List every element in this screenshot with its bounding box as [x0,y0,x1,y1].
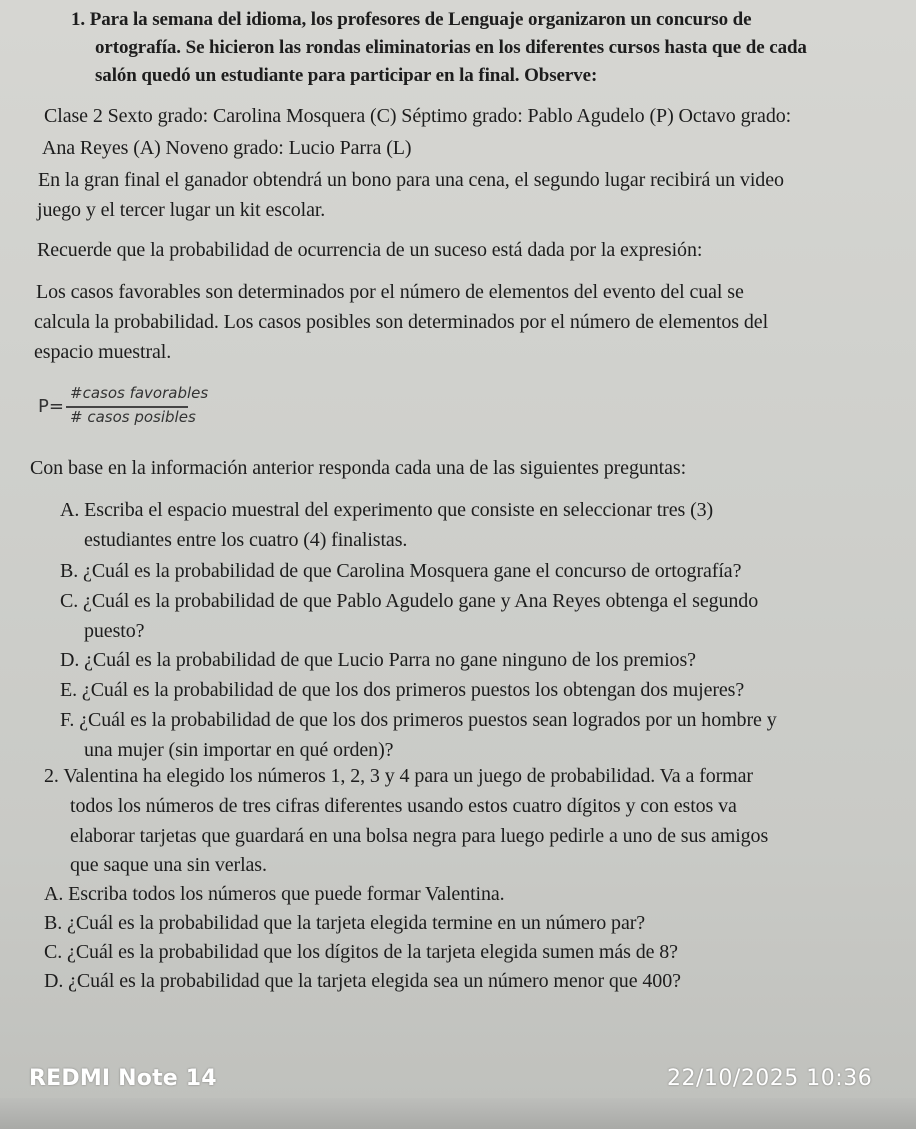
question-2c: C. ¿Cuál es la probabilidad que los dígitos de la tarjeta elegida sumen más de 8? [44,941,678,963]
question-1a-line-1: A. Escriba el espacio muestral del experimento que consiste en seleccionar tres (3) [60,499,714,521]
definition-line-2: calcula la probabilidad. Los casos posibles son determinados por el número de elementos del [34,311,769,333]
question-1c-line-2: puesto? [84,620,145,642]
question-1f-line-2: una mujer (sin importar en qué orden)? [84,739,394,761]
probability-note: Recuerde que la probabilidad de ocurrencia de un suceso está dada por la expresión: [37,239,703,261]
participants-line-1: Clase 2 Sexto grado: Carolina Mosquera (C) Séptimo grado: Pablo Agudelo (P) Octavo grado: [44,105,792,127]
problem2-intro-line-1: 2. Valentina ha elegido los números 1, 2, 3 y 4 para un juego de probabilidad. Va a formar [44,765,753,787]
definition-line-3: espacio muestral. [34,341,172,363]
problem2-intro-line-4: que saque una sin verlas. [70,854,267,876]
problem1-intro-line-2: ortografía. Se hicieron las rondas eliminatorias en los diferentes cursos hasta que de cada [95,37,807,58]
question-1d: D. ¿Cuál es la probabilidad de que Lucio Parra no gane ninguno de los premios? [60,649,696,671]
question-1e: E. ¿Cuál es la probabilidad de que los dos primeros puestos los obtengan dos mujeres? [60,679,745,701]
participants-line-2: Ana Reyes (A) Noveno grado: Lucio Parra (L) [42,137,412,159]
question-1a-line-2: estudiantes entre los cuatro (4) finalistas. [84,529,408,551]
definition-line-1: Los casos favorables son determinados por el número de elementos del evento del cual se [36,281,744,303]
question-1b: B. ¿Cuál es la probabilidad de que Carolina Mosquera gane el concurso de ortografía? [60,560,742,582]
question-1c-line-1: C. ¿Cuál es la probabilidad de que Pablo Agudelo gane y Ana Reyes obtenga el segundo [60,590,759,612]
probability-formula [38,382,238,432]
instruction: Con base en la información anterior responda cada una de las siguientes preguntas: [30,457,687,479]
problem1-intro-line-1: 1. Para la semana del idioma, los profesores de Lenguaje organizaron un concurso de [71,9,752,30]
device-watermark: REDMI Note 14 [29,1066,217,1091]
question-2b: B. ¿Cuál es la probabilidad que la tarjeta elegida termine en un número par? [44,912,646,934]
problem2-intro-line-2: todos los números de tres cifras diferentes usando estos cuatro dígitos y con estos va [70,795,737,817]
question-2d: D. ¿Cuál es la probabilidad que la tarjeta elegida sea un número menor que 400? [44,970,681,992]
prizes-line-2: juego y el tercer lugar un kit escolar. [37,199,326,221]
formula-denominator: # casos posibles [70,408,196,426]
formula-numerator: #casos favorables [70,384,209,402]
question-2a: A. Escriba todos los números que puede formar Valentina. [44,883,505,905]
timestamp-watermark: 22/10/2025 10:36 [667,1066,873,1091]
prizes-line-1: En la gran final el ganador obtendrá un bono para una cena, el segundo lugar recibirá un video [38,169,784,191]
paper-bottom-edge [0,1098,916,1129]
formula-p: P= [38,396,64,417]
question-1f-line-1: F. ¿Cuál es la probabilidad de que los dos primeros puestos sean logrados por un hombre y [60,709,777,731]
problem1-intro-line-3: salón quedó un estudiante para participar en la final. Observe: [95,65,598,86]
problem2-intro-line-3: elaborar tarjetas que guardará en una bolsa negra para luego pedirle a uno de sus amigos [70,825,769,847]
